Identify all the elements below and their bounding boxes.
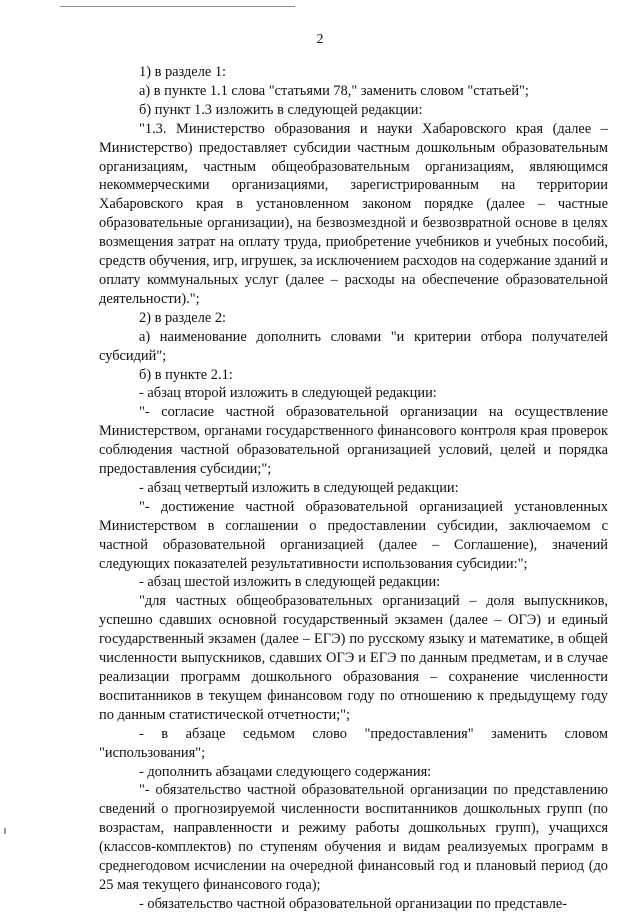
paragraph: "1.3. Министерство образования и науки Хабаровского края (далее – Министерство) предоставляет субсидии частным дошкольным образовательным организациям, частным общеобразовательным организациям, являющимся некоммерческими организациями, зарегистрированным на территории Хабаровского края в установленном законом порядке (далее – частные образовательные организации), на безвозмездной и безвозвратной основе в целях возмещения затрат на оплату труда, приобретение учебников и учебных пособий, средств обучения, игр, игрушек, за исключением расходов на содержание зданий и оплату коммунальных услуг (далее – расходы на обеспечение образовательной деятельности)."; <box>99 120 609 307</box>
paragraph: б) пункт 1.3 изложить в следующей редакции: <box>139 101 423 118</box>
paragraph: а) в пункте 1.1 слова "статьями 78," заменить словом "статьей"; <box>139 82 529 99</box>
paragraph: - абзац шестой изложить в следующей редакции: <box>139 574 441 591</box>
paragraph: "для частных общеобразовательных организаций – доля выпускников, успешно сдавших основной государственный экзамен (далее – ОГЭ) и единый государственный экзамен (далее – ЕГЭ) по русскому языку и математике, в общей численности выпускников, сдавших ОГЭ и ЕГЭ по данным предметам, и в случае реализации программ дошкольного образования – сохранение численности воспитанников в текущем финансовом году по отношению к предыдущему году по данным статистической отчетности;"; <box>99 593 608 723</box>
paragraph: "- достижение частной образовательной организацией установленных Министерством в соглашении о предоставлении субсидии, заключаемом с частной образовательной организацией (далее – Соглашение), значений следующих показателей результативности использования субсидии:"; <box>99 498 608 572</box>
paragraph: - обязательство частной образовательной организации по представле- <box>139 895 568 912</box>
paragraph: - абзац четвертый изложить в следующей редакции: <box>139 479 459 496</box>
paragraph: б) в пункте 2.1: <box>139 366 233 383</box>
paragraph: 2) в разделе 2: <box>139 309 227 326</box>
paragraph: - в абзаце седьмом слово "предоставления" заменить словом "использования"; <box>99 725 608 761</box>
paragraph: "- обязательство частной образовательной организации по представлению сведений о прогнозируемой численности воспитанников дошкольных групп (по возрастам, направленности и режиму работы дошкольных групп), учащихся (классов-комплектов) по ступеням обучения и видам реализуемых программ в среднегодовом исчислении на очередной финансовый год и плановый период (до 25 мая текущего финансового года); <box>99 782 608 893</box>
document-body <box>99 63 608 914</box>
page-number: 2 <box>316 32 324 47</box>
paragraph: - абзац второй изложить в следующей редакции: <box>139 385 437 402</box>
paragraph: - дополнить абзацами следующего содержания: <box>139 763 432 780</box>
paragraph: 1) в разделе 1: <box>139 64 227 80</box>
paragraph: "- согласие частной образовательной организации на осуществление Министерством, органами государственного финансового контроля края проверок соблюдения частной образовательной организацией условий, целей и порядка предоставления субсидии;"; <box>99 404 608 478</box>
margin-mark <box>4 828 6 834</box>
top-rule <box>60 6 295 7</box>
paragraph: а) наименование дополнить словами "и критерии отбора получателей субсидий"; <box>99 328 608 364</box>
